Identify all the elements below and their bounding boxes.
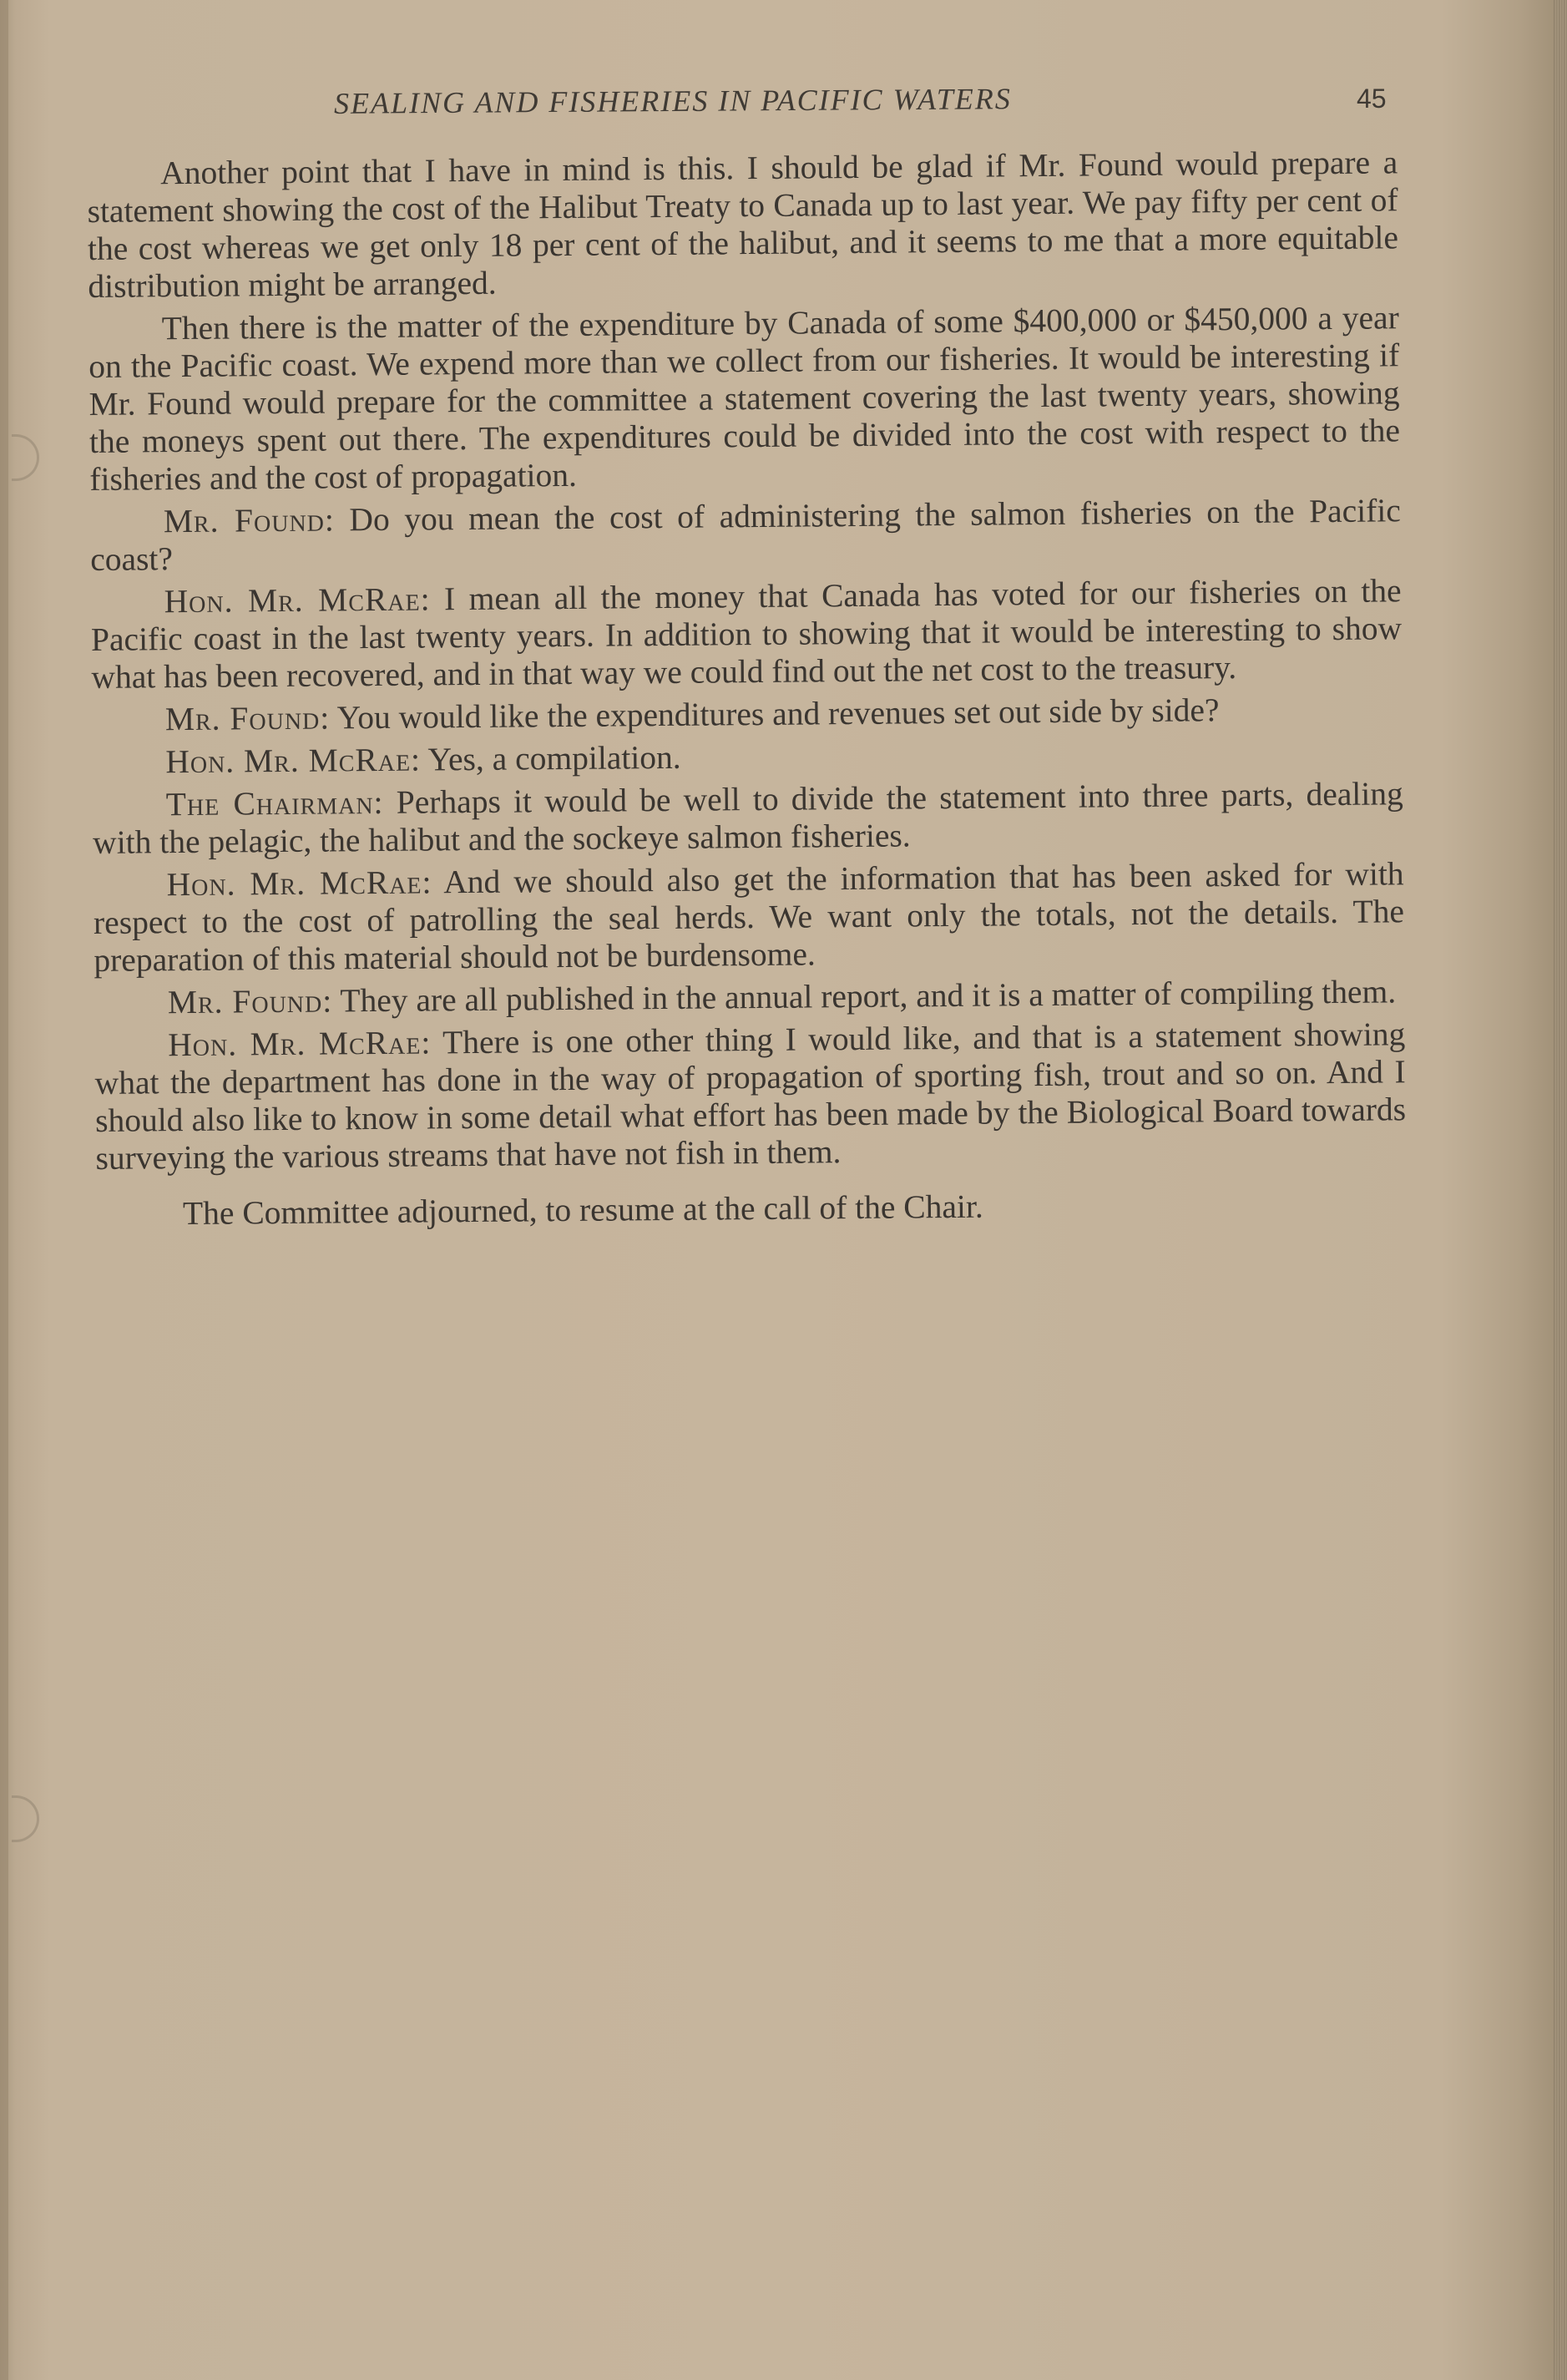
paragraph	[90, 572, 1402, 696]
paragraph	[92, 690, 1403, 739]
speaker-label: Mr. Found:	[167, 982, 333, 1021]
paragraph-text: Do you mean the cost of administering the salmon fisheries on the Pacific coast?	[90, 492, 1401, 578]
paragraph	[88, 299, 1401, 499]
body-text	[87, 144, 1407, 1238]
speaker-label: Hon. Mr. McRae:	[168, 1024, 432, 1064]
paragraph-text: And we should also get the information that has been asked for with respect to the cost of patrolling the seal herds. We want only the totals, not the details. The preparation of this material should not be burdensome.	[93, 855, 1405, 979]
paragraph-text: They are all published in the annual report, and it is a matter of compiling them.	[340, 973, 1397, 1020]
binding-hole-mark	[12, 1795, 39, 1842]
paragraph-text: Another point that I have in mind is this. I should be glad if Mr. Found would prepare a statement showing the cost of the Halibut Treaty to Canada up to last year. We pay fifty per cent of the cost whereas we get only 18 per cent of the halibut, and it seems to me that a more equitable distribution might be arranged.	[87, 144, 1399, 305]
closing-line: The Committee adjourned, to resume at the call of the Chair.	[182, 1187, 983, 1233]
running-header-title: SEALING AND FISHERIES IN PACIFIC WATERS	[333, 82, 1012, 120]
paragraph-text: There is one other thing I would like, and that is a statement showing what the department has done in the way of propagation of sporting fish, trout and so on. And I should also like to know in some detail what effort has been made by the Biological Board towards surveying the various streams that have not fish in them.	[94, 1015, 1407, 1177]
paragraph-text: Yes, a compilation.	[427, 738, 681, 778]
speaker-label: Hon. Mr. McRae:	[164, 580, 431, 620]
speaker-label: Hon. Mr. McRae:	[165, 741, 422, 781]
paragraph-text: You would like the expenditures and revenues set out side by side?	[336, 691, 1220, 737]
page-left-edge	[0, 0, 8, 2380]
speaker-label: Mr. Found:	[164, 699, 331, 738]
paragraph	[93, 855, 1404, 980]
paragraph-text: Then there is the matter of the expenditure by Canada of some $400,000 or $450,000 a year on the Pacific coast. We expend more than we collect from our fisheries. It would be interesting if Mr. Found would prepare for the committee a statement covering the last twenty years, showing the moneys spent out there. The expenditures could be divided into the cost with respect to the fisheries and the cost of propagation.	[88, 299, 1401, 498]
page-number: 45	[1357, 84, 1387, 114]
speaker-label: The Chairman:	[165, 783, 384, 823]
paragraph-text: Perhaps it would be well to divide the statement into three parts, dealing with the pelagic, the halibut and the sockeye salmon fisheries.	[92, 775, 1403, 861]
paragraph	[90, 492, 1402, 579]
speaker-label: Mr. Found:	[163, 501, 336, 540]
paragraph	[87, 144, 1399, 306]
binding-hole-mark	[12, 434, 39, 481]
paragraph	[94, 973, 1405, 1022]
paragraph	[93, 775, 1404, 862]
paragraph	[94, 1015, 1407, 1177]
speaker-label: Hon. Mr. McRae:	[166, 863, 432, 904]
book-page-edges	[1554, 0, 1567, 2380]
paragraph	[92, 732, 1403, 782]
paragraph-text: I mean all the money that Canada has voted for our fisheries on the Pacific coast in the last twenty years. In addition to showing that it would be interesting to show what has been recovered, and in that way we could find out the net cost to the treasury.	[90, 572, 1403, 696]
